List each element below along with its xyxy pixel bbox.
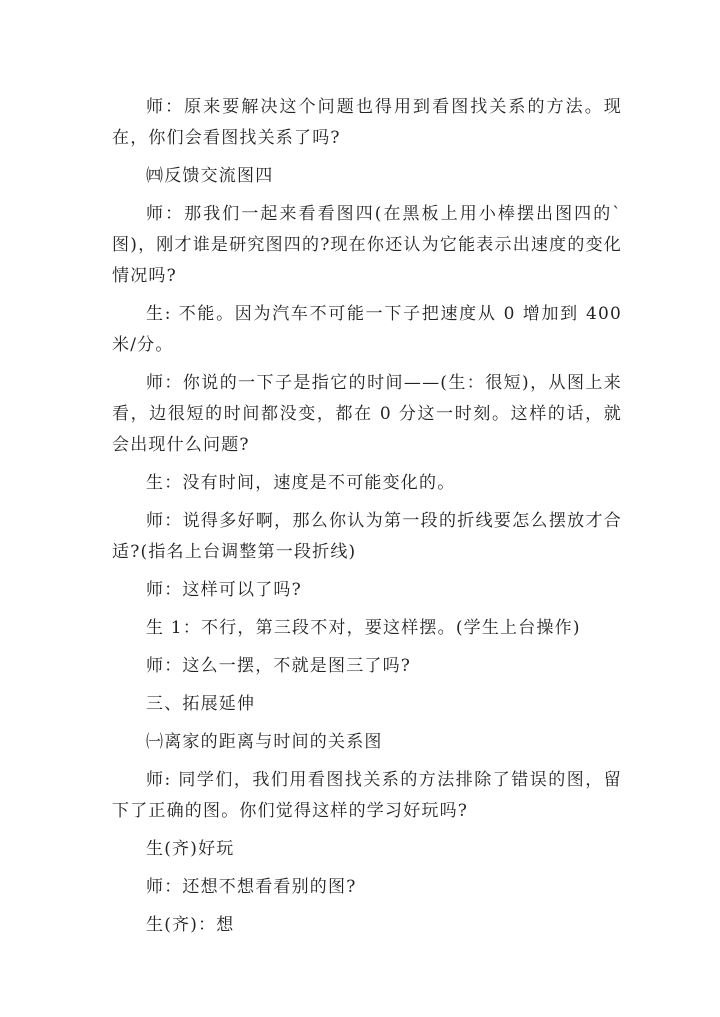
paragraph: 生(齐)：想 bbox=[146, 915, 235, 935]
paragraph: 生：没有时间，速度是不可能变化的。 bbox=[146, 473, 456, 493]
paragraph: 师：原来要解决这个问题也得用到看图找关系的方法。现在，你们会看图找关系了吗? bbox=[112, 97, 622, 148]
paragraph: 生: 不能。因为汽车不可能一下子把速度从 0 增加到 400 米/分。 bbox=[112, 304, 622, 355]
paragraph: 生(齐)好玩 bbox=[146, 839, 235, 859]
subsection-heading: ㈠离家的距离与时间的关系图 bbox=[146, 732, 383, 752]
paragraph: 生 1：不行，第三段不对，要这样摆。(学生上台操作) bbox=[146, 618, 581, 638]
paragraph: 师：说得多好啊，那么你认为第一段的折线要怎么摆放才合适?(指名上台调整第一段折线) bbox=[112, 511, 622, 562]
document-body bbox=[112, 92, 622, 948]
paragraph: 师：这么一摆，不就是图三了吗? bbox=[146, 656, 412, 676]
paragraph: 师: 同学们，我们用看图找关系的方法排除了错误的图，留下了正确的图。你们觉得这样的学习好玩吗? bbox=[112, 770, 622, 821]
paragraph: 师：这样可以了吗? bbox=[146, 580, 302, 600]
paragraph: 师：还想不想看看别的图? bbox=[146, 877, 357, 897]
paragraph: 师：你说的一下子是指它的时间——(生：很短)，从图上来看，边很短的时间都没变，都在 0 分这一时刻。这样的话，就会出现什么问题? bbox=[112, 373, 622, 455]
section-heading: 三、拓展延伸 bbox=[146, 694, 256, 714]
section-heading: ㈣反馈交流图四 bbox=[146, 166, 274, 186]
paragraph: 师：那我们一起来看看图四(在黑板上用小棒摆出图四的`图)，刚才谁是研究图四的?现在你还认为它能表示出速度的变化情况吗? bbox=[112, 204, 622, 286]
